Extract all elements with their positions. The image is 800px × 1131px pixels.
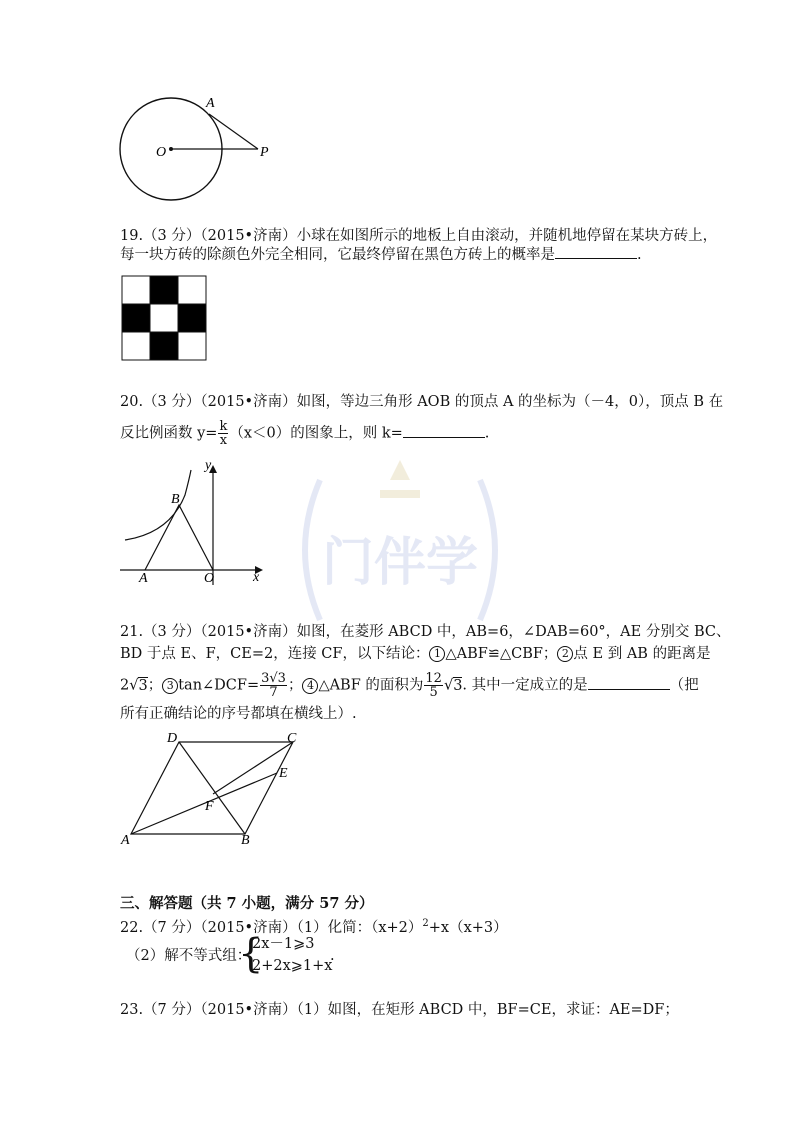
q22-line1-b: +x（x+3） [428, 919, 508, 936]
label-a3: A [121, 833, 130, 848]
q20-line1: 20.（3 分）（2015•济南）如图，等边三角形 AOB 的顶点 A 的坐标为（－4，0），顶点 B 在 [120, 394, 724, 410]
tile-white [150, 304, 178, 332]
hyperbola-triangle-figure [115, 455, 275, 590]
tile-white [122, 276, 150, 304]
q23-line1: 23.（7 分）（2015•济南）（1）如图，在矩形 ABCD 中，BF=CE，求证：AE=DF； [120, 1002, 679, 1018]
q21-answer-blank[interactable] [588, 675, 670, 690]
label-f: F [205, 799, 214, 814]
q21-line2-b: △ABF≌△CBF； [445, 646, 558, 662]
q21-frac1-num: 3√3 [261, 671, 286, 686]
label-a: A [206, 96, 215, 111]
diagonal-bd [179, 742, 245, 834]
q19-line2-text: 每一块方砖的除颜色外完全相同，它最终停留在黑色方砖上的概率是 [120, 247, 555, 263]
triangle-aob [145, 505, 213, 570]
q21-frac2-num: 12 [425, 671, 442, 686]
label-b3: B [241, 833, 250, 848]
q21-sqrt-1: 3 [138, 677, 148, 694]
q21-fraction-1 [260, 672, 287, 699]
sqrt-sign-1: √ [129, 677, 139, 694]
q21-line4: 所有正确结论的序号都填在横线上）. [120, 706, 357, 722]
label-o: O [156, 145, 167, 160]
tile-grid [121, 275, 207, 361]
q19-line1: 19.（3 分）（2015•济南）小球在如图所示的地板上自由滚动，并随机地停留在某块方砖上， [120, 228, 718, 244]
q20-frac-num: k [219, 419, 228, 434]
q21-fraction-2 [424, 672, 443, 699]
tangent-ap [209, 114, 258, 149]
q22-end: . [330, 948, 335, 964]
q19-line2-end: . [637, 247, 642, 263]
q22-line2: （2）解不等式组： [126, 948, 252, 964]
circled-3: 3 [162, 678, 178, 694]
q21-line3-g: （把 [669, 677, 699, 694]
circled-4: 4 [302, 678, 318, 694]
q21-line3-d: ； [287, 677, 303, 694]
label-b: B [171, 492, 180, 507]
circled-1: 1 [429, 646, 445, 662]
label-e: E [279, 766, 288, 781]
q19-answer-blank[interactable] [555, 244, 637, 259]
tile-black [150, 332, 178, 360]
sqrt-sign-2: √ [443, 677, 454, 694]
q21-sqrt-2: 3 [453, 677, 463, 694]
q22-ineq2: 2+2x⩾1+x [252, 958, 333, 974]
q21-frac1-den: 7 [269, 685, 278, 700]
center-dot [169, 147, 173, 151]
q21-line2-c: 点 E 到 AB 的距离是 [573, 646, 711, 662]
tile-white [178, 332, 206, 360]
q21-line3 [120, 672, 699, 699]
q20-frac-den: x [219, 433, 228, 448]
q20-answer-blank[interactable] [403, 423, 485, 438]
q20-line2-end: . [484, 425, 490, 442]
tile-white [178, 276, 206, 304]
q22-sup: 2 [422, 918, 429, 929]
q21-line2-a: BD 于点 E、F，CE=2，连接 CF，以下结论： [120, 646, 430, 662]
brace: { [238, 931, 264, 977]
label-y: y [205, 458, 212, 473]
q22-line1-a: 22.（7 分）（2015•济南）（1）化简：（x+2） [120, 919, 423, 936]
label-p: P [260, 145, 269, 160]
q21-line2 [120, 644, 711, 664]
watermark-text: 门伴学 [321, 533, 479, 593]
q20-line2-a: 反比例函数 y= [120, 425, 218, 442]
label-d: D [167, 731, 178, 746]
q21-line3-f: . 其中一定成立的是 [462, 677, 588, 694]
circle-tangent-figure [110, 90, 290, 210]
label-a2: A [139, 571, 148, 586]
q22-ineq1: 2x－1⩾3 [252, 936, 315, 952]
section-title: 三、解答题（共 7 小题，满分 57 分） [120, 895, 374, 912]
segment-ae [131, 773, 277, 834]
q20-line2 [120, 420, 489, 447]
label-c: C [287, 731, 297, 746]
label-x: x [253, 570, 260, 585]
q21-line1: 21.（3 分）（2015•济南）如图，在菱形 ABCD 中，AB=6，∠DAB=60°，AE 分别交 BC、 [120, 624, 731, 640]
rhombus-figure [115, 730, 315, 850]
q21-frac2-den: 5 [429, 685, 438, 700]
label-o2: O [204, 571, 215, 586]
q21-line3-a: 2 [120, 677, 130, 694]
tile-black [122, 304, 150, 332]
q21-line3-e: △ABF 的面积为 [318, 677, 424, 694]
hyperbola-curve [125, 470, 191, 540]
q19-line2 [120, 244, 642, 265]
q20-line2-b: （x＜0）的图象上，则 k= [229, 425, 403, 442]
tile-black [150, 276, 178, 304]
watermark-logo [280, 440, 520, 650]
q20-fraction [218, 420, 228, 447]
tile-black [178, 304, 206, 332]
tile-white [122, 332, 150, 360]
q21-line3-c: tan∠DCF= [178, 677, 260, 694]
q21-line3-b: ； [147, 677, 163, 694]
circled-2: 2 [557, 646, 573, 662]
